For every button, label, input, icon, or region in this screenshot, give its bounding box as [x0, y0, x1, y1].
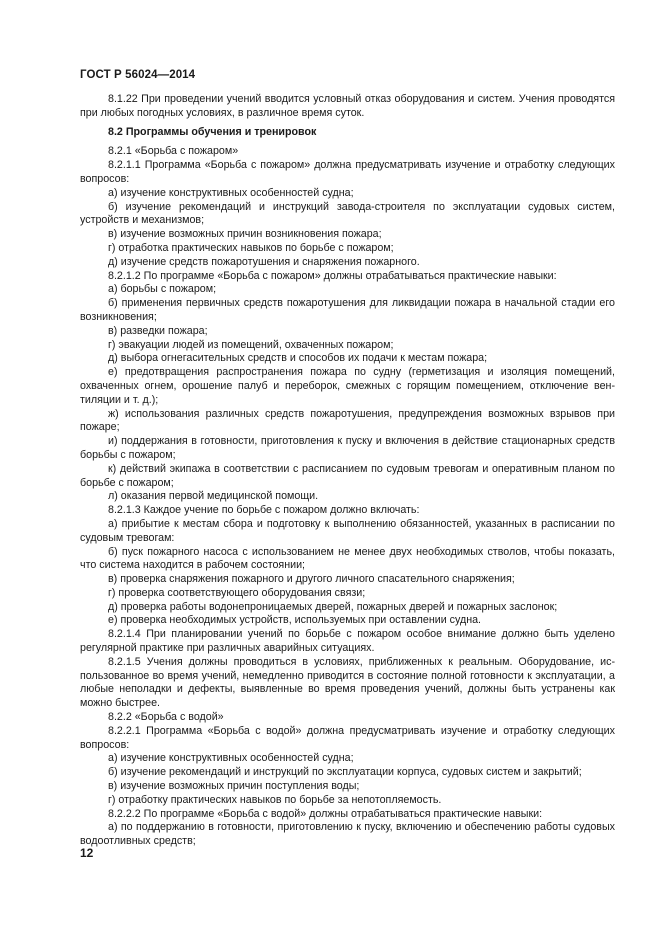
list-item: к) действий экипажа в соответствии с расписанием по судовым тревогам и оперативным планом по борьбе с пожаром;	[80, 462, 615, 489]
list-item: е) проверка необходимых устройств, используемых при оставлении судна.	[108, 614, 482, 627]
list-item: в) изучение возможных причин поступления воды;	[108, 780, 360, 793]
list-item: а) прибытие к местам сбора и подготовку к выполнению обязанностей, указанных в расписании по судовым тревогам:	[80, 517, 615, 544]
list-item: в) изучение возможных причин возникновения пожара;	[108, 228, 382, 241]
list-item: б) изучение рекомендаций и инструкций по эксплуатации корпуса, судовых систем и закрытий;	[108, 766, 582, 779]
list-item: е) предотвращения распространения пожара по судну (герметизация и изоляция помещений, охваченных огнем, орошение палуб и переборок, смежных с горящим помещением, отключение вентиляции и т. д.);	[80, 366, 615, 406]
list-item: б) применения первичных средств пожаротушения для ликвидации пожара в начальной стадии его возникновения;	[80, 297, 615, 323]
section-heading-8-2: 8.2 Программы обучения и тренировок	[108, 125, 317, 138]
list-item: д) изучение средств пожаротушения и снаряжения пожарного.	[108, 255, 420, 268]
list-item: б) изучение рекомендаций и инструкций завода-строителя по эксплуатации судовых систем, устройств и механизмов;	[80, 200, 615, 227]
list-item: а) по поддержанию в готовности, приготовлению к пуску, включению и обеспечению работы судовых водоотливных средств;	[80, 821, 615, 848]
document-header: ГОСТ Р 56024—2014	[80, 69, 196, 81]
list-item: в) проверка снаряжения пожарного и другого личного спасательного снаряжения;	[108, 573, 515, 586]
paragraph: 8.2.1.1 Программа «Борьба с пожаром» должна предусматривать изучение и отработку следующих вопросов:	[80, 159, 615, 185]
list-item: а) изучение конструктивных особенностей судна;	[108, 752, 354, 765]
paragraph: 8.2.1.5 Учения должны проводиться в условиях, приближенных к реальным. Оборудование, использованное во время учений, немедленно приводится в состояние полной готовности к эксплуатации, а любые неполадки и дефекты, выявленные во время проведения учений, должны быть устранены как можно быстрее.	[80, 655, 615, 710]
list-item: г) отработку практических навыков по борьбе за непотопляемость.	[108, 793, 442, 806]
paragraph-8-1-22: 8.1.22 При проведении учений вводится условный отказ оборудования и систем. Учения проводятся при любых погодных условиях, в различное время суток.	[80, 93, 615, 119]
list-item: г) отработка практических навыков по борьбе с пожаром;	[108, 241, 394, 254]
list-item: в) разведки пожара;	[108, 324, 208, 337]
paragraph: 8.2.1.4 При планировании учений по борьбе с пожаром особое внимание должно быть уделено регулярной практике при различных аварийных ситуациях.	[80, 628, 615, 655]
list-item: г) проверка соответствующего оборудования связи;	[108, 586, 366, 599]
page-number: 12	[80, 846, 94, 860]
list-item: л) оказания первой медицинской помощи.	[108, 490, 319, 503]
document-body	[80, 93, 615, 849]
paragraph: 8.2.1.2 По программе «Борьба с пожаром» должны отрабатываться практические навыки:	[108, 269, 557, 282]
list-item: а) борьбы с пожаром;	[108, 283, 217, 296]
list-item: и) поддержания в готовности, приготовления к пуску и включения в действие стационарных средств борьбы с пожаром;	[80, 435, 615, 461]
list-item: д) проверка работы водонепроницаемых дверей, пожарных дверей и пожарных заслонок;	[108, 600, 558, 613]
paragraph: 8.2.2 «Борьба с водой»	[108, 711, 224, 724]
list-item: б) пуск пожарного насоса с использованием не менее двух необходимых стволов, чтобы показать, что система находится в рабочем состоянии;	[80, 545, 615, 572]
paragraph: 8.2.2.2 По программе «Борьба с водой» должны отрабатываться практические навыки:	[108, 807, 543, 820]
paragraph: 8.2.1 «Борьба с пожаром»	[108, 145, 239, 158]
paragraph: 8.2.2.1 Программа «Борьба с водой» должна предусматривать изучение и отработку следующих вопросов:	[80, 724, 615, 751]
list-item: г) эвакуации людей из помещений, охваченных пожаром;	[108, 338, 394, 351]
list-item: д) выбора огнегасительных средств и способов их подачи к местам пожара;	[108, 352, 488, 365]
paragraph: 8.2.1.3 Каждое учение по борьбе с пожаром должно включать:	[108, 504, 420, 517]
list-item: ж) использования различных средств пожаротушения, предупреждения возможных взрывов при пожаре;	[80, 407, 615, 434]
list-item: а) изучение конструктивных особенностей судна;	[108, 186, 354, 199]
